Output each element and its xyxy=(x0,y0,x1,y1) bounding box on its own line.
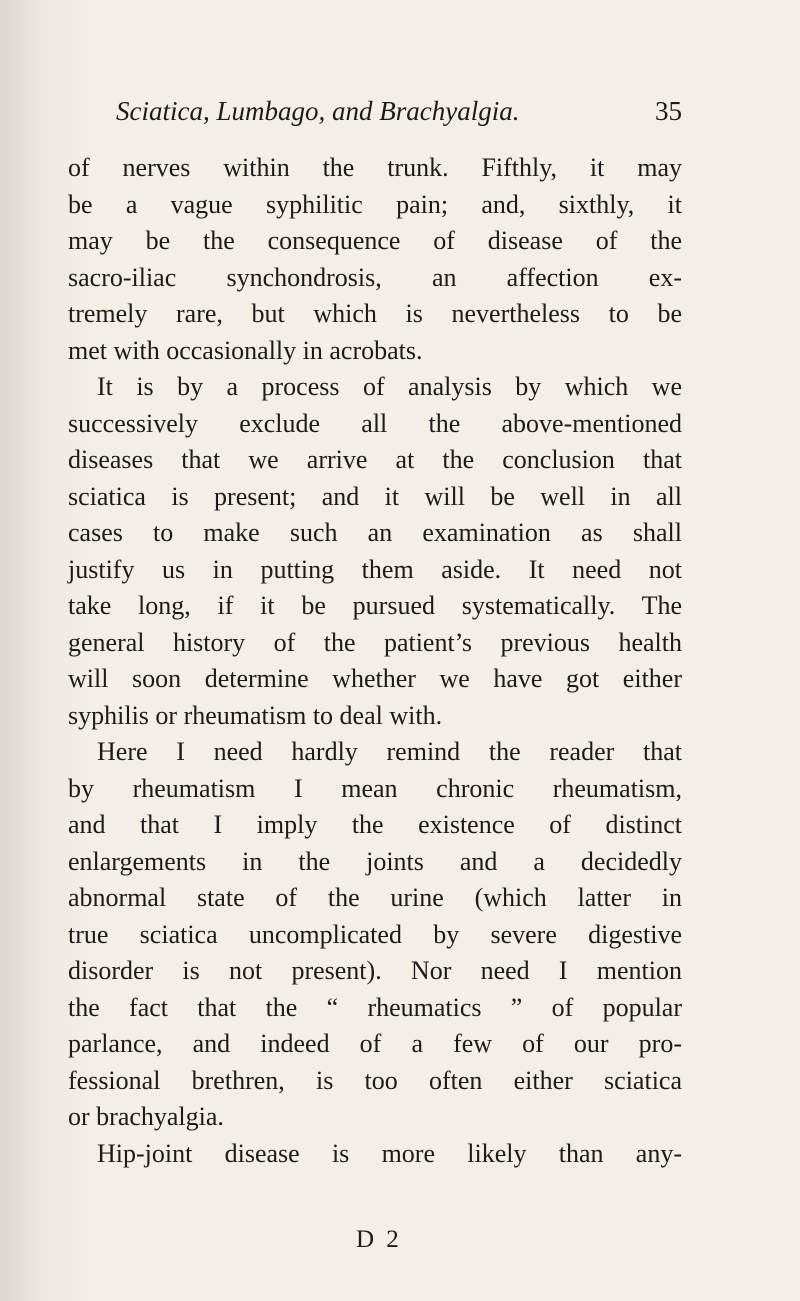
text-line: the fact that the “ rheumatics ” of popular xyxy=(68,992,682,1022)
text-line: or brachyalgia. xyxy=(68,1102,224,1131)
text-line: general history of the patient’s previous health xyxy=(68,627,682,657)
text-line: cases to make such an examination as shall xyxy=(68,518,682,547)
text-line: and that I imply the existence of distinct xyxy=(68,810,682,839)
running-title: Sciatica, Lumbago, and Brachyalgia. xyxy=(116,96,520,126)
text-line: may be the consequence of disease of the xyxy=(68,226,682,255)
text-line: true sciatica uncomplicated by severe digestive xyxy=(68,919,682,949)
text-line: tremely rare, but which is nevertheless to be xyxy=(68,299,682,328)
text-line: take long, if it be pursued systematically. The xyxy=(68,591,682,620)
text-line: met with occasionally in acrobats. xyxy=(68,335,423,365)
body-text xyxy=(68,150,682,1172)
text-line: enlargements in the joints and a decidedly xyxy=(68,846,682,876)
text-line: syphilis or rheumatism to deal with. xyxy=(68,700,443,730)
text-line: sciatica is present; and it will be well in all xyxy=(68,481,682,511)
text-line: be a vague syphilitic pain; and, sixthly, it xyxy=(68,189,682,219)
text-line: disorder is not present). Nor need I mention xyxy=(68,956,682,985)
text-line: parlance, and indeed of a few of our pro- xyxy=(68,1029,682,1058)
text-line: will soon determine whether we have got either xyxy=(68,664,682,693)
text-line: sacro-iliac synchondrosis, an affection ex- xyxy=(68,262,682,292)
page-number: 35 xyxy=(655,96,682,126)
text-line: successively exclude all the above-mentioned xyxy=(68,408,682,438)
text-line: justify us in putting them aside. It need not xyxy=(68,554,682,584)
text-line: It is by a process of analysis by which we xyxy=(97,372,682,401)
text-line: Hip-joint disease is more likely than any- xyxy=(97,1138,682,1168)
running-header xyxy=(116,96,682,136)
text-line: by rheumatism I mean chronic rheumatism, xyxy=(68,773,682,803)
text-line: diseases that we arrive at the conclusion that xyxy=(68,445,682,474)
text-line: of nerves within the trunk. Fifthly, it may xyxy=(68,153,682,182)
text-line: Here I need hardly remind the reader that xyxy=(97,737,682,766)
signature-mark: D 2 xyxy=(356,1226,402,1253)
text-line: fessional brethren, is too often either sciatica xyxy=(68,1065,682,1095)
text-line: abnormal state of the urine (which latter in xyxy=(68,883,682,912)
